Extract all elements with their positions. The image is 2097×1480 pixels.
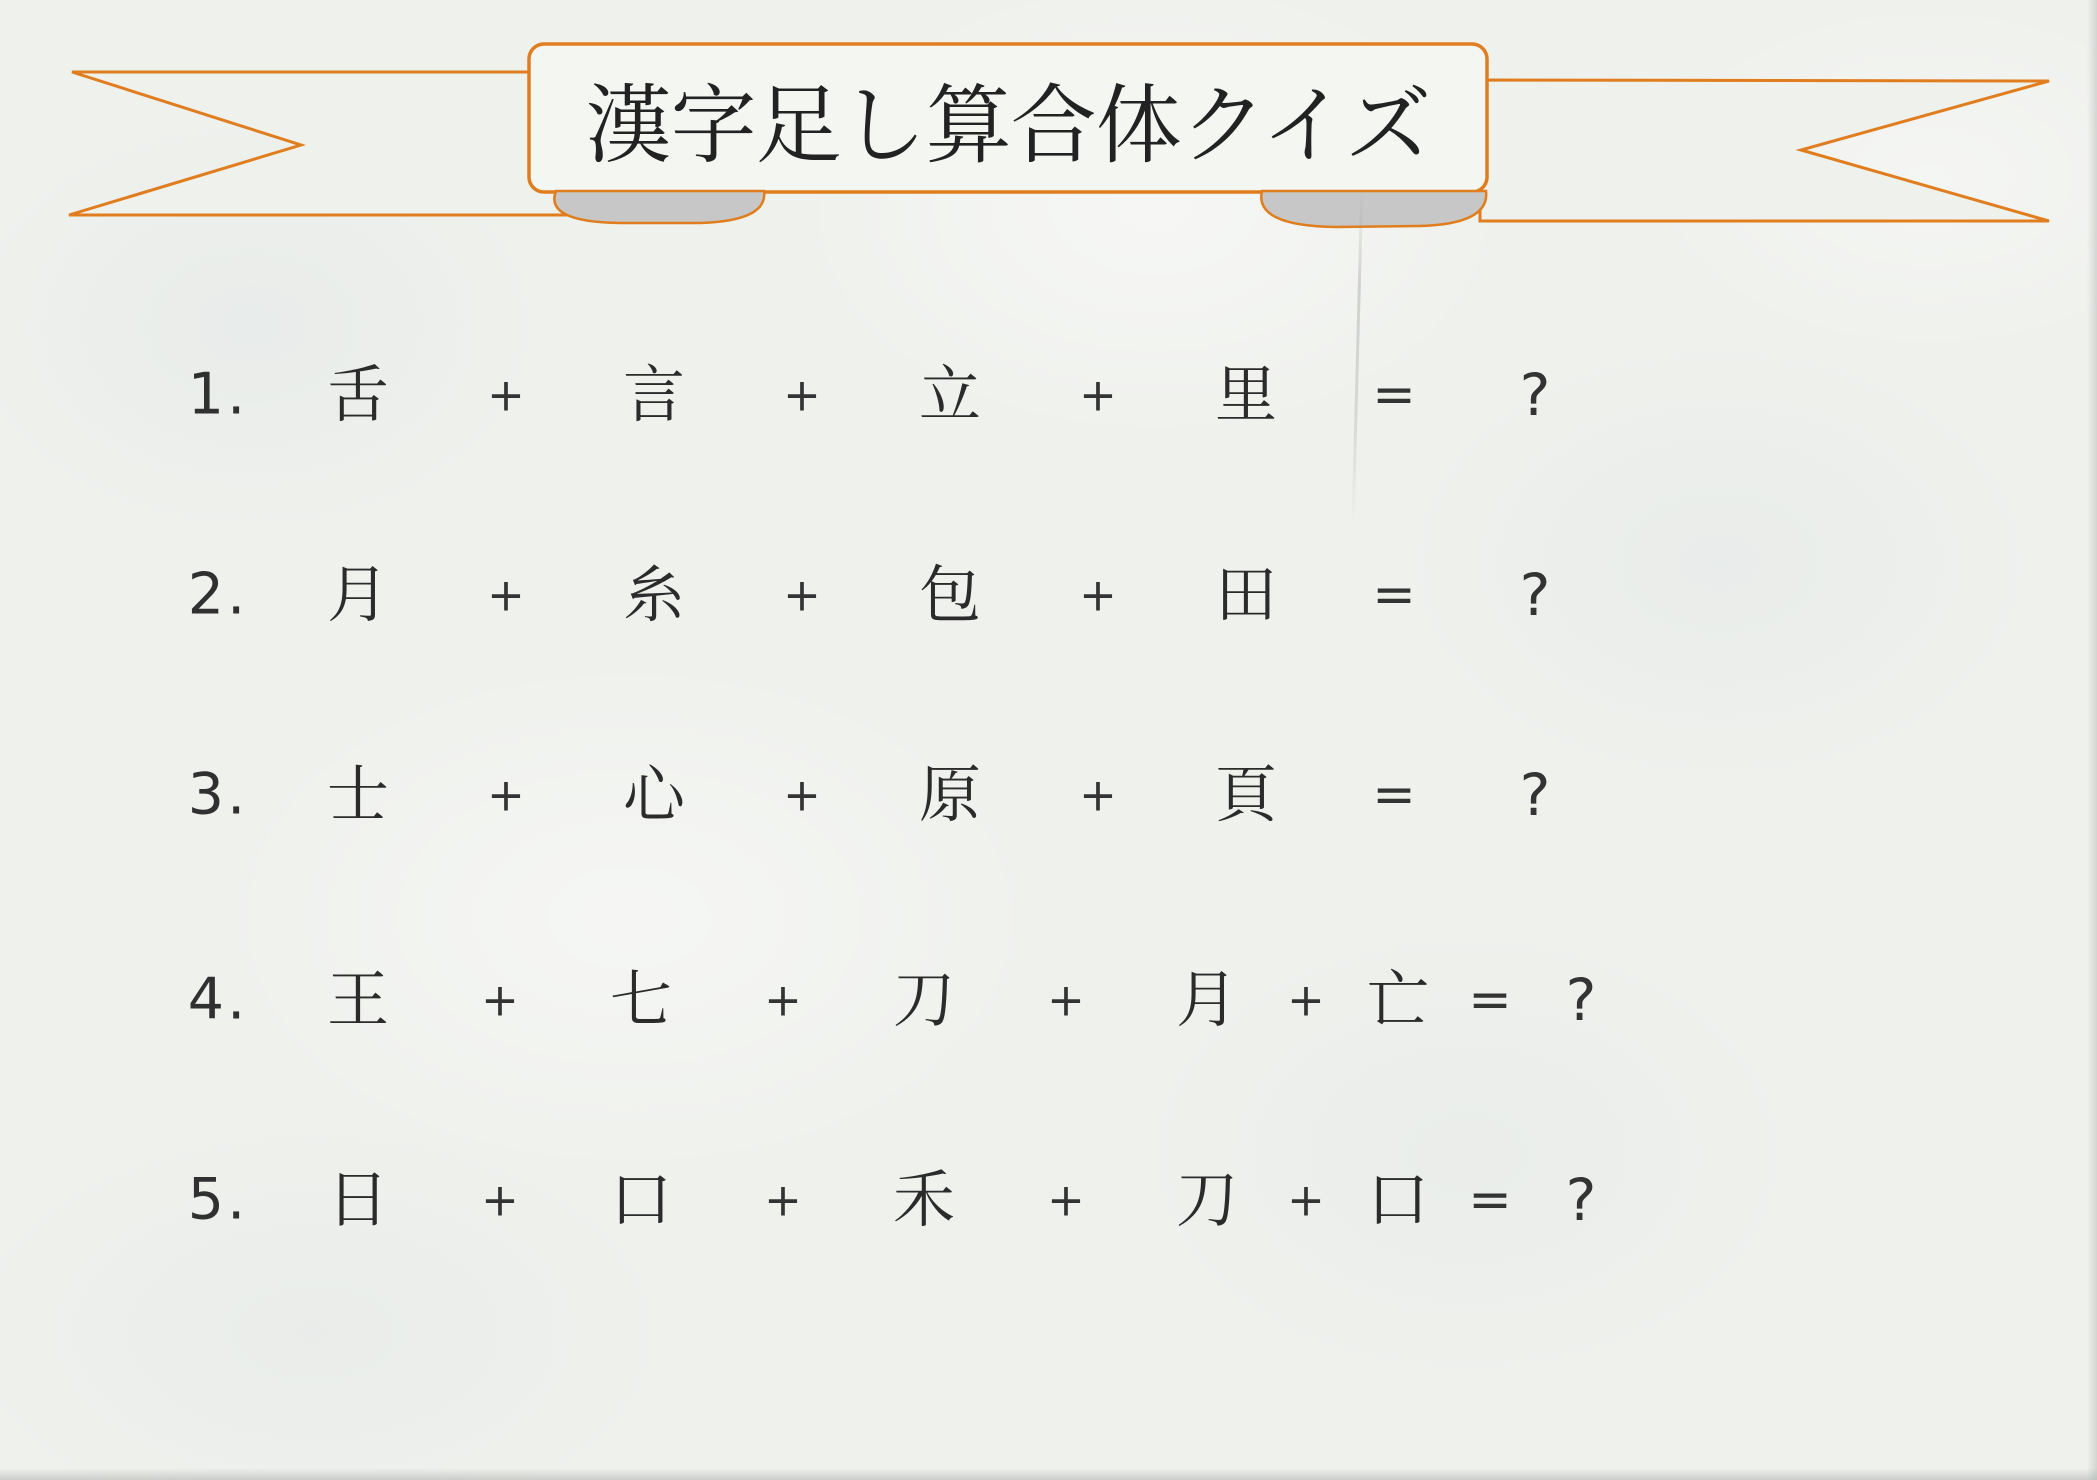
kanji-char: 刀 bbox=[892, 963, 956, 1036]
plus-sign: + bbox=[783, 568, 821, 622]
kanji-char: 月 bbox=[1175, 963, 1239, 1036]
problem-number: 3. bbox=[187, 761, 249, 828]
kanji-char: 王 bbox=[326, 963, 390, 1036]
problem-number: 5. bbox=[187, 1166, 249, 1233]
kanji-char: 言 bbox=[622, 358, 686, 431]
kanji-char: 禾 bbox=[892, 1163, 956, 1236]
problem-number: 2. bbox=[187, 561, 249, 628]
kanji-char: 亡 bbox=[1366, 963, 1430, 1036]
quiz-title: 漢字足し算合体クイズ bbox=[585, 76, 1431, 176]
plus-sign: + bbox=[1079, 368, 1117, 422]
question-mark: ? bbox=[1519, 561, 1551, 629]
plus-sign: + bbox=[1047, 973, 1085, 1027]
plus-sign: + bbox=[487, 568, 525, 622]
equals-sign: = bbox=[1372, 565, 1416, 625]
plus-sign: + bbox=[481, 973, 519, 1027]
equals-sign: = bbox=[1372, 765, 1416, 825]
plus-sign: + bbox=[764, 973, 802, 1027]
kanji-char: 心 bbox=[622, 758, 686, 831]
equals-sign: = bbox=[1468, 970, 1512, 1030]
plus-sign: + bbox=[487, 768, 525, 822]
kanji-char: 頁 bbox=[1214, 758, 1278, 831]
kanji-char: 日 bbox=[326, 1163, 390, 1236]
plus-sign: + bbox=[487, 368, 525, 422]
equals-sign: = bbox=[1372, 365, 1416, 425]
question-mark: ? bbox=[1519, 761, 1551, 829]
plus-sign: + bbox=[783, 768, 821, 822]
plus-sign: + bbox=[1079, 568, 1117, 622]
kanji-char: 立 bbox=[918, 358, 982, 431]
kanji-char: 口 bbox=[609, 1163, 673, 1236]
kanji-char: 月 bbox=[326, 558, 390, 631]
plus-sign: + bbox=[1047, 1173, 1085, 1227]
question-mark: ? bbox=[1565, 966, 1597, 1034]
question-mark: ? bbox=[1565, 1166, 1597, 1234]
plus-sign: + bbox=[783, 368, 821, 422]
plus-sign: + bbox=[1287, 973, 1325, 1027]
kanji-char: 刀 bbox=[1175, 1163, 1239, 1236]
problem-number: 4. bbox=[187, 966, 249, 1033]
kanji-char: 糸 bbox=[622, 558, 686, 631]
scan-edge-right bbox=[2087, 0, 2097, 1480]
scan-edge-bottom bbox=[0, 1468, 2097, 1480]
kanji-char: 士 bbox=[326, 758, 390, 831]
equals-sign: = bbox=[1468, 1170, 1512, 1230]
plus-sign: + bbox=[1287, 1173, 1325, 1227]
kanji-char: 七 bbox=[609, 963, 673, 1036]
problem-number: 1. bbox=[187, 361, 249, 428]
kanji-char: 舌 bbox=[326, 358, 390, 431]
kanji-char: 原 bbox=[918, 758, 982, 831]
kanji-char: 里 bbox=[1214, 358, 1278, 431]
plus-sign: + bbox=[764, 1173, 802, 1227]
kanji-char: 田 bbox=[1214, 558, 1278, 631]
kanji-char: 包 bbox=[918, 558, 982, 631]
kanji-char: 口 bbox=[1366, 1163, 1430, 1236]
plus-sign: + bbox=[1079, 768, 1117, 822]
plus-sign: + bbox=[481, 1173, 519, 1227]
question-mark: ? bbox=[1519, 361, 1551, 429]
